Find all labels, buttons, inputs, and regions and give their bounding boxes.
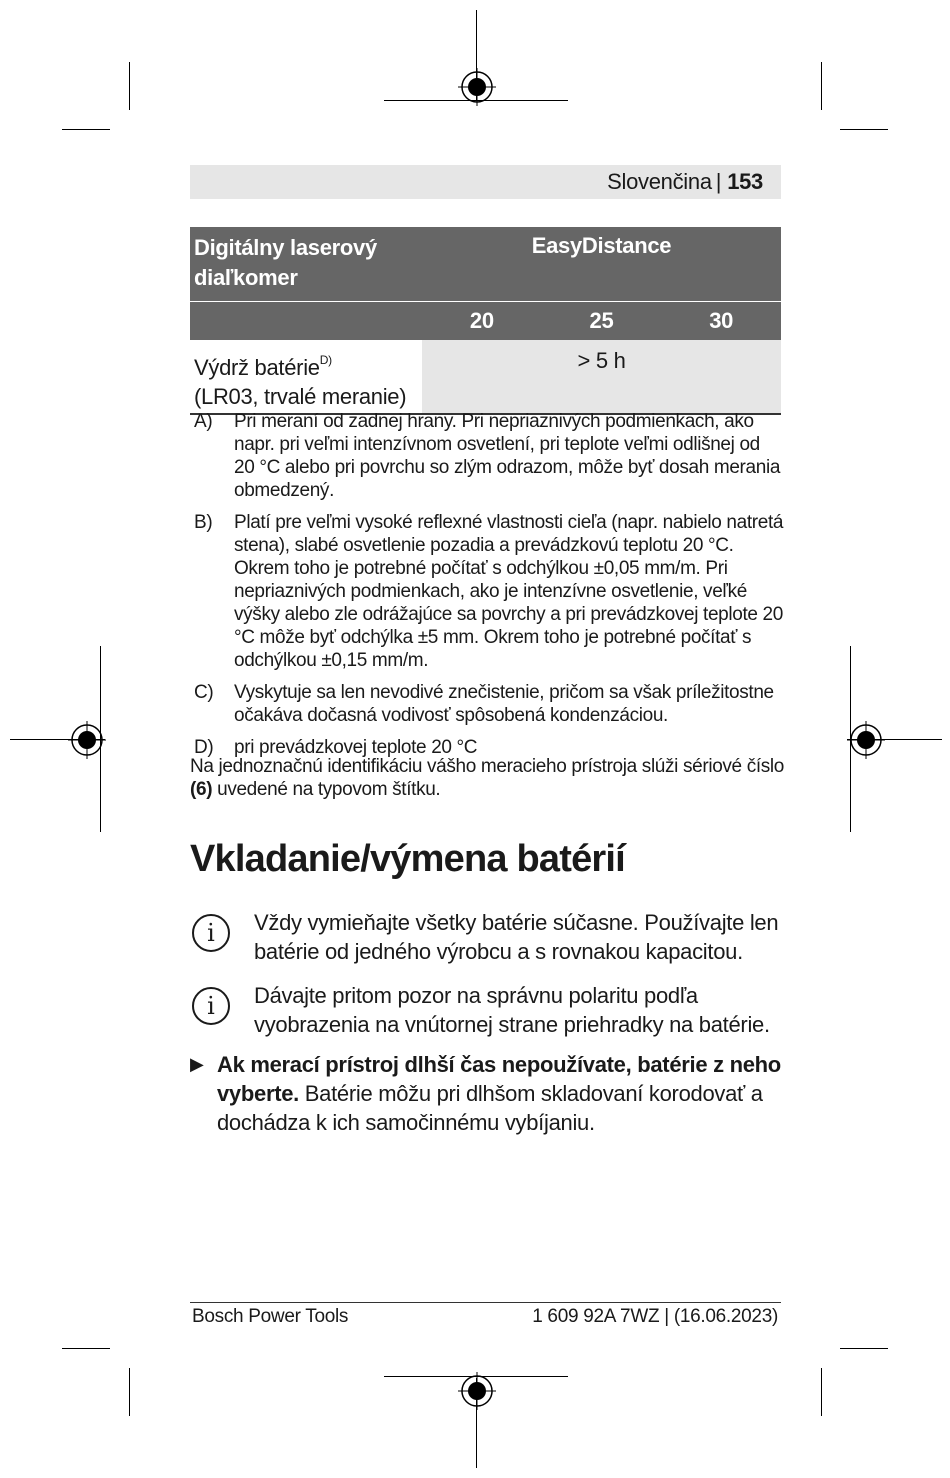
table-model-header: 30	[661, 302, 781, 341]
footer-publisher: Bosch Power Tools	[192, 1306, 349, 1327]
part-reference: (6)	[190, 779, 213, 800]
crop-mark	[821, 1368, 822, 1416]
warning-bold: Ak merací prístroj dlhší čas nepoužívate, batérie z neho vyberte.	[217, 1052, 781, 1106]
info-icon: i	[192, 914, 230, 952]
footnote-key: A)	[194, 411, 213, 432]
footnote	[190, 511, 785, 672]
footnote-text: Pri meraní od zadnej hrany. Pri nepriaznivých podmienkach, ako napr. pri veľmi intenzívnom osvetlení, pri teplote veľmi odlišnej od 20 °C alebo pri povrchu so zlým odrazom, môže byť dosah merania obmedzený.	[234, 411, 781, 501]
table-row-label: Výdrž batérie$^{D)}$ (LR03, trvalé meranie)	[190, 340, 422, 414]
registration-mark	[458, 1372, 496, 1410]
header-language: Slovenčina	[607, 169, 712, 194]
footnote-key: B)	[194, 512, 213, 533]
header-separator: |	[715, 169, 722, 194]
crop-mark	[62, 129, 110, 130]
footnote-key: D)	[194, 737, 214, 758]
table-header-empty	[190, 302, 422, 341]
footnotes	[190, 410, 785, 801]
crop-mark	[129, 1368, 130, 1416]
footnote-key: C)	[194, 682, 214, 703]
table-model-header: 25	[542, 302, 662, 341]
footnote	[190, 410, 785, 502]
footer-doc-code: 1 609 92A 7WZ | (16.06.2023)	[532, 1306, 778, 1327]
crop-mark	[821, 62, 822, 110]
footnote-text: Vyskytuje sa len nevodivé znečistenie, pričom sa však príležitostne očakáva dočasná vodivosť spôsobená kondenzáciou.	[234, 682, 774, 726]
table-product-label: Digitálny laserový diaľkomer	[190, 227, 422, 302]
crop-mark	[62, 1348, 110, 1349]
info-note	[192, 981, 770, 1037]
table-product-name: EasyDistance	[422, 227, 781, 302]
serial-note: Na jednoznačnú identifikáciu vášho meracieho prístroja slúži sériové číslo (6) uvedené na typovom štítku.	[190, 756, 785, 800]
footnote-ref: D)	[319, 353, 332, 367]
table-row-value: > 5 h	[422, 340, 781, 414]
section-title: Vkladanie/výmena batérií	[190, 838, 625, 880]
warning-text: Batérie môžu pri dlhšom skladovaní korodovať a dochádza k ich samočinnému vybíjaniu.	[217, 1081, 763, 1135]
registration-mark	[68, 721, 106, 759]
page-header	[190, 165, 781, 199]
footnote-text: pri prevádzkovej teplote 20 °C	[234, 737, 478, 758]
crop-mark	[129, 62, 130, 110]
triangle-bullet-icon: ▶	[190, 1054, 204, 1074]
warning-item	[190, 1050, 790, 1137]
info-icon: i	[192, 987, 230, 1025]
footnote	[190, 681, 785, 727]
table-row	[190, 340, 781, 414]
info-note	[192, 908, 779, 964]
page-number: 153	[727, 169, 763, 194]
registration-mark	[847, 721, 885, 759]
info-note-text: Vždy vymieňajte všetky batérie súčasne. Používajte len batérie od jedného výrobcu a s rovnakou kapacitou.	[254, 910, 779, 964]
crop-mark	[840, 129, 888, 130]
footer-rule	[190, 1302, 781, 1303]
crop-mark	[840, 1348, 888, 1349]
spec-table	[190, 227, 781, 415]
info-note-text: Dávajte pritom pozor na správnu polaritu podľa vyobrazenia na vnútornej strane priehradky na batérie.	[254, 983, 770, 1037]
footnote-text: Platí pre veľmi vysoké reflexné vlastnosti cieľa (napr. nabielo natretá stena), slabé osvetlenie pozadia a prevádzkovú teplotu 20 °C. Okrem toho je potrebné počítať s odchýlkou ±0,05 mm/m. Pri nepriaznivých podmienkach, ako je intenzívne osvetlenie, veľké výšky alebo zle odrážajúce sa povrchy a pri prevádzkovej teplote 20 °C môže byť odchýlka ±5 mm. Okrem toho je potrebné počítať s odchýlkou ±0,15 mm/m.	[234, 512, 784, 671]
registration-mark	[458, 68, 496, 106]
table-model-header: 20	[422, 302, 542, 341]
